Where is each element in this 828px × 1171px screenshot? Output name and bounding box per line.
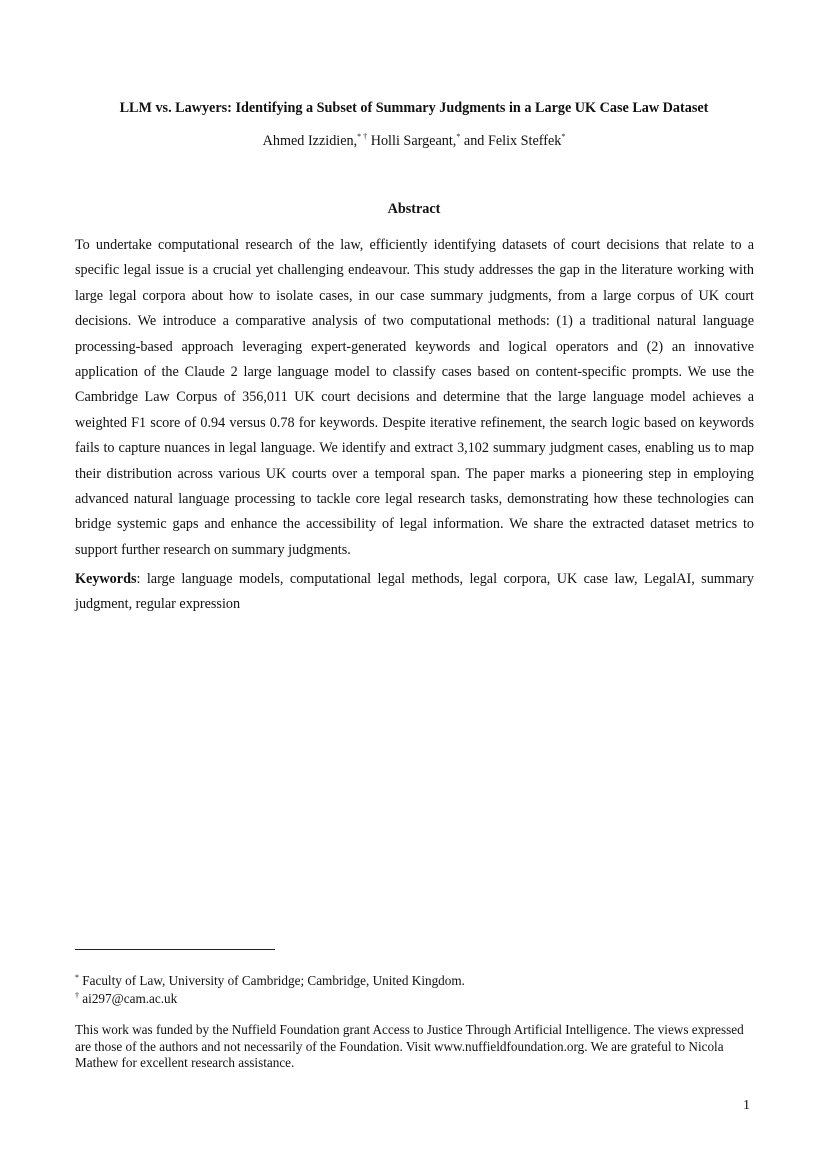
footnote-text: ai297@cam.ac.uk [79, 991, 178, 1006]
keywords-list: : large language models, computational legal methods, legal corpora, UK case law, LegalAI, summary judgment, regular expression [75, 571, 754, 613]
page-number: 1 [743, 1098, 750, 1113]
footnote-mark: * [75, 973, 79, 982]
footnote-mark: † [75, 991, 79, 1000]
author-name: Holli Sargeant, [370, 133, 457, 149]
footnotes [75, 972, 754, 1008]
author-list [0, 133, 828, 150]
funding-note: This work was funded by the Nuffield Foundation grant Access to Justice Through Artificial Intelligence. The views expressed are those of the authors and not necessarily of the Foundation. Visit www.nuffieldfoundation.org. We are grateful to Nicola Mathew for excellent research assistance. [75, 1022, 744, 1071]
author-name: Ahmed Izzidien, [262, 133, 358, 149]
paper-title: LLM vs. Lawyers: Identifying a Subset of Summary Judgments in a Large UK Case Law Dataset [119, 100, 709, 116]
footnote-email [75, 990, 754, 1008]
abstract-heading: Abstract [387, 201, 441, 217]
author-name: and Felix Steffek [463, 133, 562, 149]
footnote-affiliation [75, 972, 754, 990]
footnote-divider [75, 949, 275, 950]
abstract-text: To undertake computational research of the law, efficiently identifying datasets of court decisions that relate to a specific legal issue is a crucial yet challenging endeavour. This study addresses the gap in the literature working with large legal corpora about how to isolate cases, in our case summary judgments, from a large corpus of UK court decisions. We introduce a comparative analysis of two computational methods: (1) a traditional natural language processing-based approach leveraging expert-generated keywords and logical operators and (2) an innovative application of the Claude 2 large language model to classify cases based on content-specific prompts. We use the Cambridge Law Corpus of 356,011 UK court decisions and determine that the large language model achieves a weighted F1 score of 0.94 versus 0.78 for keywords. Despite iterative refinement, the search logic based on keywords fails to capture nuances in legal language. We identify and extract 3,102 summary judgment cases, enabling us to map their distribution across various UK courts over a temporal span. The paper marks a pioneering step in employing advanced natural language processing to tackle core legal research tasks, demonstrating how these technologies can bridge systemic gaps and enhance the accessibility of legal information. We share the extracted dataset metrics to support further research on summary judgments. [75, 237, 754, 558]
footnote-text: Faculty of Law, University of Cambridge; Cambridge, United Kingdom. [79, 973, 465, 988]
keywords-paragraph [75, 567, 754, 618]
keywords-label: Keywords [75, 571, 137, 587]
author-affiliation-mark: * [561, 132, 566, 141]
author-affiliation-mark: * † [357, 132, 368, 141]
author-affiliation-mark: * [456, 132, 461, 141]
